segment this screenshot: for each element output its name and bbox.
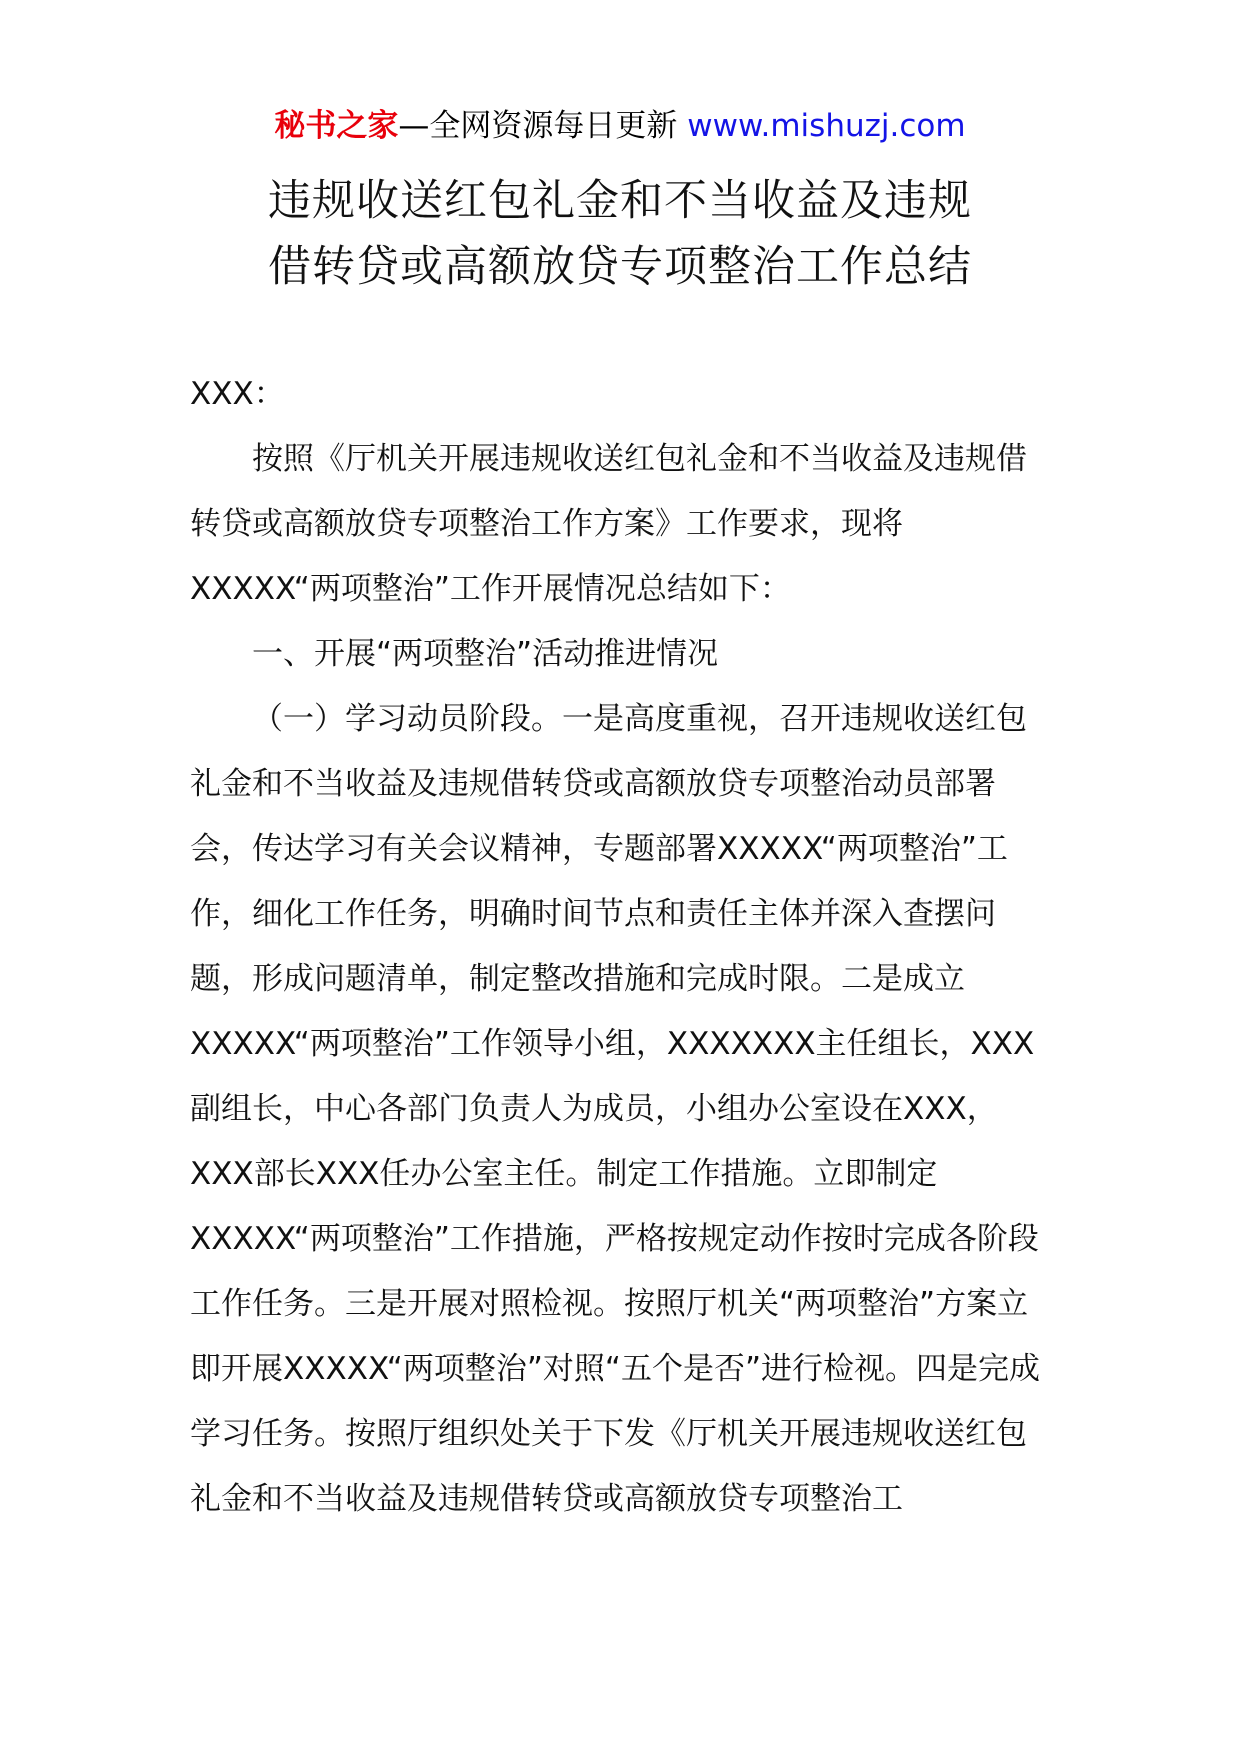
brand-name: 秘书之家: [274, 108, 399, 144]
document-title-line-1: 违规收送红包礼金和不当收益及违规: [268, 176, 972, 226]
site-url-link[interactable]: www.mishuzj.com: [687, 108, 966, 144]
document-body: [190, 362, 1052, 1532]
paragraph-study-mobilization: （一）学习动员阶段。一是高度重视，召开违规收送红包礼金和不当收益及违规借转贷或高额放贷专项整治动员部署会，传达学习有关会议精神，专题部署XXXXX“两项整治”工作，细化工作任务，明确时间节点和责任主体并深入查摆问题，形成问题清单，制定整改措施和完成时限。二是成立XXXXX“两项整治”工作领导小组，XXXXXXX主任组长，XXX副组长，中心各部门负责人为成员，小组办公室设在XXX，XXX部长XXX任办公室主任。制定工作措施。立即制定XXXXX“两项整治”工作措施，严格按规定动作按时完成各阶段工作任务。三是开展对照检视。按照厅机关“两项整治”方案立即开展XXXXX“两项整治”对照“五个是否”进行检视。四是完成学习任务。按照厅组织处关于下发《厅机关开展违规收送红包礼金和不当收益及违规借转贷或高额放贷专项整治工: [190, 701, 1041, 1517]
document-title-line-2: 借转贷或高额放贷专项整治工作总结: [268, 242, 972, 292]
section-heading: 一、开展“两项整治”活动推进情况: [252, 636, 719, 672]
site-header: [0, 100, 1240, 145]
header-tagline: —全网资源每日更新: [398, 108, 678, 144]
salutation: XXX：: [190, 376, 285, 412]
paragraph-intro: 按照《厅机关开展违规收送红包礼金和不当收益及违规借转贷或高额放贷专项整治工作方案》工作要求，现将XXXXX“两项整治”工作开展情况总结如下：: [190, 441, 1027, 607]
